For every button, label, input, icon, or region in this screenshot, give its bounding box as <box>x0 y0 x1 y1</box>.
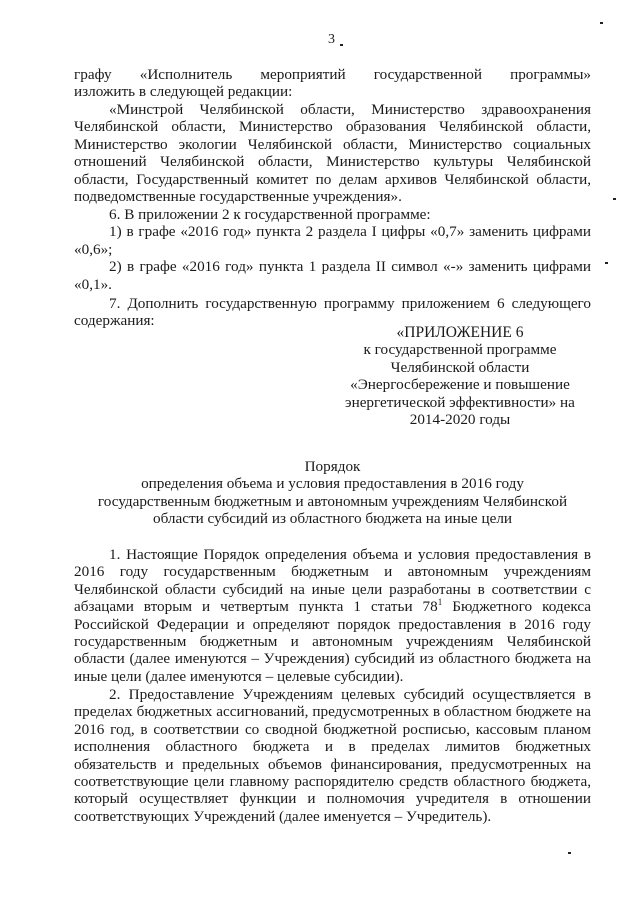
text-segment: абзацами вторым и четвертым пункта 1 статьи 78 <box>74 598 438 616</box>
paragraph-1 <box>74 546 591 685</box>
scan-speck <box>568 852 571 854</box>
document-title <box>74 458 591 528</box>
page-number: 3 <box>328 32 335 47</box>
text-line: Министерство экологии Челябинской области, Министерство социальных <box>74 135 591 153</box>
text-line: соответствующих Учреждений (далее именуется – Учредитель). <box>74 807 492 825</box>
text-line: «0,1». <box>74 275 112 293</box>
title-line: области субсидий из областного бюджета на иные цели <box>152 510 513 528</box>
text-line: 1. Настоящие Порядок определения объема и условия предоставления в <box>109 546 591 563</box>
text-line: изложить в следующей редакции: <box>74 83 293 101</box>
text-segment: Бюджетного кодекса <box>442 598 591 616</box>
text-line: государственным бюджетным и автономным учреждениям Челябинской <box>74 633 591 651</box>
text-line: исполнения областного бюджета и в пределах лимитов бюджетных <box>74 738 591 756</box>
text-line: Российской Федерации и определяют порядок предоставления в 2016 году <box>74 615 591 633</box>
text-line: к государственной программе <box>363 341 557 359</box>
text-line: содержания: <box>74 312 155 330</box>
text-line: энергетической эффективности» на <box>345 393 575 411</box>
text-line <box>74 598 591 615</box>
text-line: который осуществляет функции и полномочия учредителя в отношении <box>74 790 591 808</box>
text-line: области (далее именуются – Учреждения) субсидий из областного бюджета на <box>74 650 591 668</box>
text-line: «0,6»; <box>74 240 113 258</box>
text-line: 2014-2020 годы <box>409 411 511 429</box>
text-line: Челябинской области, Министерство образования Челябинской области, <box>74 118 591 136</box>
text-line: подведомственные государственные учреждения». <box>74 188 402 206</box>
text-line: 2016 году государственным бюджетным и автономным учреждениям <box>74 563 591 581</box>
text-line: отношений Челябинской области, Министерство культуры Челябинской <box>74 153 591 171</box>
text-line: пределах бюджетных ассигнований, предусмотренных в областном бюджете на <box>74 703 591 721</box>
text-line: 6. В приложении 2 к государственной программе: <box>109 206 431 223</box>
appendix-title: «ПРИЛОЖЕНИЕ 6 <box>396 324 524 341</box>
intro-block <box>74 66 591 101</box>
scan-speck <box>613 198 616 200</box>
paragraph-2 <box>74 686 591 825</box>
text-line: «Энергосбережение и повышение <box>350 376 570 394</box>
scan-speck <box>340 44 343 46</box>
scan-speck <box>605 262 608 264</box>
text-line: области, Государственный комитет по делам архивов Челябинской области, <box>74 170 591 188</box>
text-line: иные цели (далее именуются – целевые субсидии). <box>74 667 404 685</box>
text-line: 7. Дополнить государственную программу приложением 6 следующего <box>109 295 591 312</box>
title-line: Порядок <box>304 458 361 475</box>
title-line: определения объема и условия предоставления в 2016 году <box>141 475 524 493</box>
text-line: «Минстрой Челябинской области, Министерство здравоохранения <box>109 101 591 118</box>
item-6-block <box>74 206 591 293</box>
text-line: Челябинской области субсидий на иные цели разработаны в соответствии с <box>74 580 591 598</box>
appendix-header <box>330 324 590 428</box>
ministries-block <box>74 101 591 205</box>
text-line: обязательств и предельных объемов финансирования, предусмотренных на <box>74 755 591 773</box>
scan-speck <box>600 22 603 24</box>
text-line: графу «Исполнитель мероприятий государственной программы» <box>74 66 591 83</box>
title-line: государственным бюджетным и автономным учреждениям Челябинской <box>97 492 568 510</box>
text-line: соответствующие цели главному распорядителю средств областного бюджета, <box>74 773 591 791</box>
text-line: 2) в графе «2016 год» пункта 1 раздела II символ «-» заменить цифрами <box>109 258 591 276</box>
text-line: 1) в графе «2016 год» пункта 2 раздела I цифры «0,7» заменить цифрами <box>109 223 591 241</box>
text-line: 2016 год, в соответствии со сводной бюджетной росписью, кассовым планом <box>74 720 591 738</box>
text-line: Челябинской области <box>390 358 530 376</box>
text-line: 2. Предоставление Учреждениям целевых субсидий осуществляется в <box>109 686 591 703</box>
footnote-superscript: 1 <box>437 597 443 608</box>
